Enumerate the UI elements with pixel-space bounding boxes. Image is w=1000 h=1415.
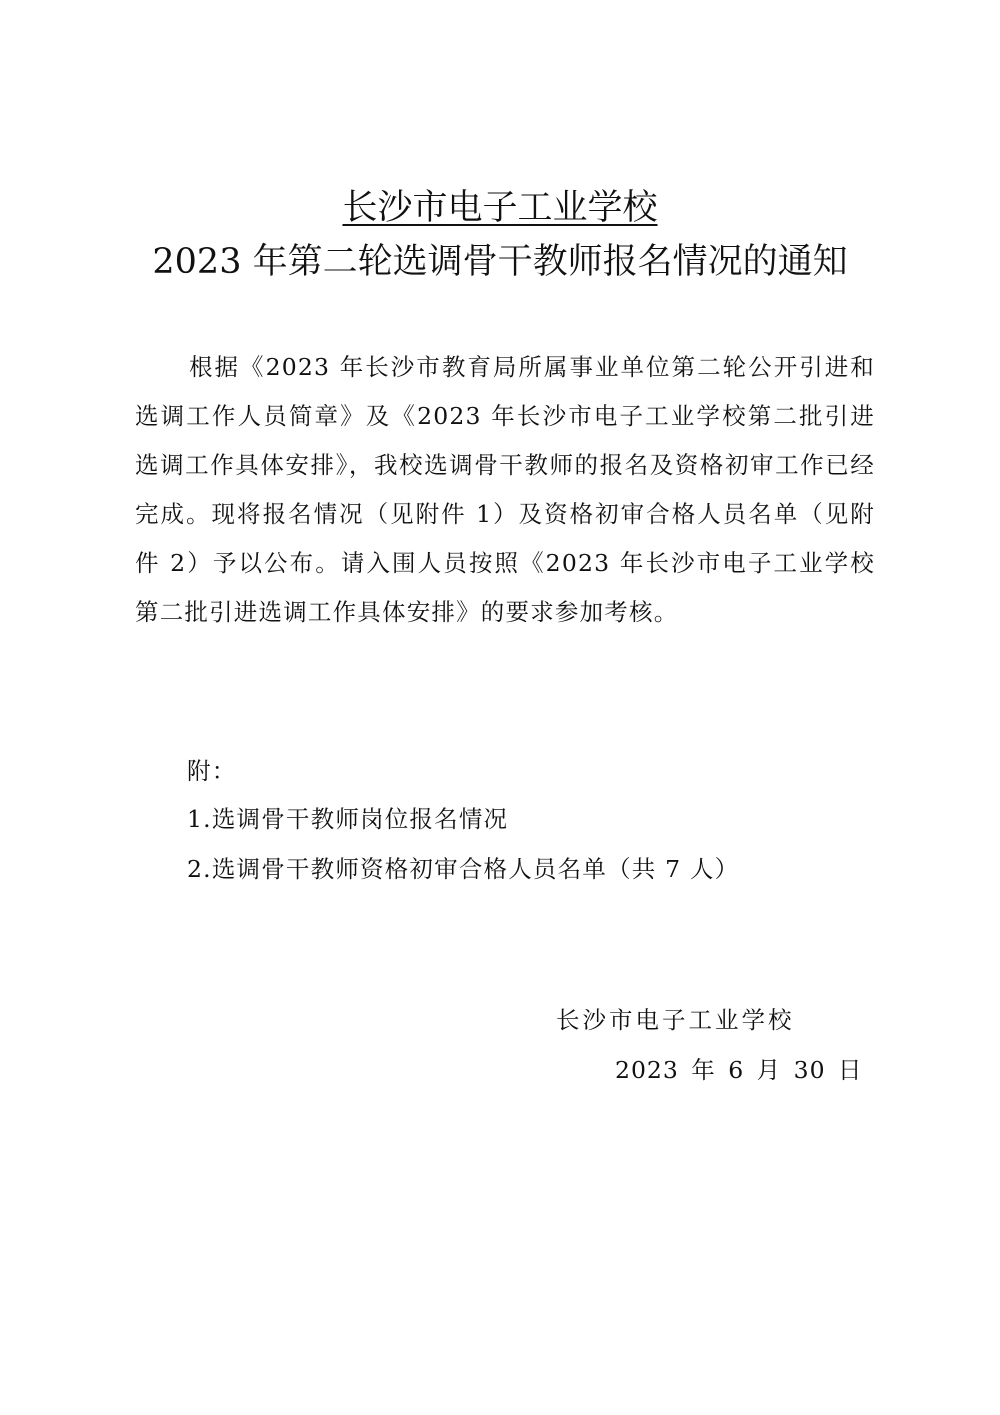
document-title-notice: 2023 年第二轮选调骨干教师报名情况的通知: [152, 242, 848, 282]
attachments-heading: 附：: [187, 757, 237, 785]
attachment-item-2: 2.选调骨干教师资格初审合格人员名单（共 7 人）: [187, 855, 740, 883]
attachment-item-1: 1.选调骨干教师岗位报名情况: [187, 805, 509, 833]
signature-date: 2023 年 6 月 30 日: [615, 1056, 863, 1084]
document-title-school: [0, 186, 1000, 230]
body-paragraph: 根据《2023 年长沙市教育局所属事业单位第二轮公开引进和选调工作人员简章》及《2023 年长沙市电子工业学校第二批引进选调工作具体安排》，我校选调骨干教师的报名及资格初审工作已经完成。现将报名情况（见附件 1）及资格初审合格人员名单（见附件 2）予以公布。请入围人员按照《2023 年长沙市电子工业学校第二批引进选调工作具体安排》的要求参加考核。: [135, 353, 875, 626]
title-school-name: 长沙市电子工业学校: [342, 188, 658, 228]
signature-organization: 长沙市电子工业学校: [556, 1006, 795, 1034]
